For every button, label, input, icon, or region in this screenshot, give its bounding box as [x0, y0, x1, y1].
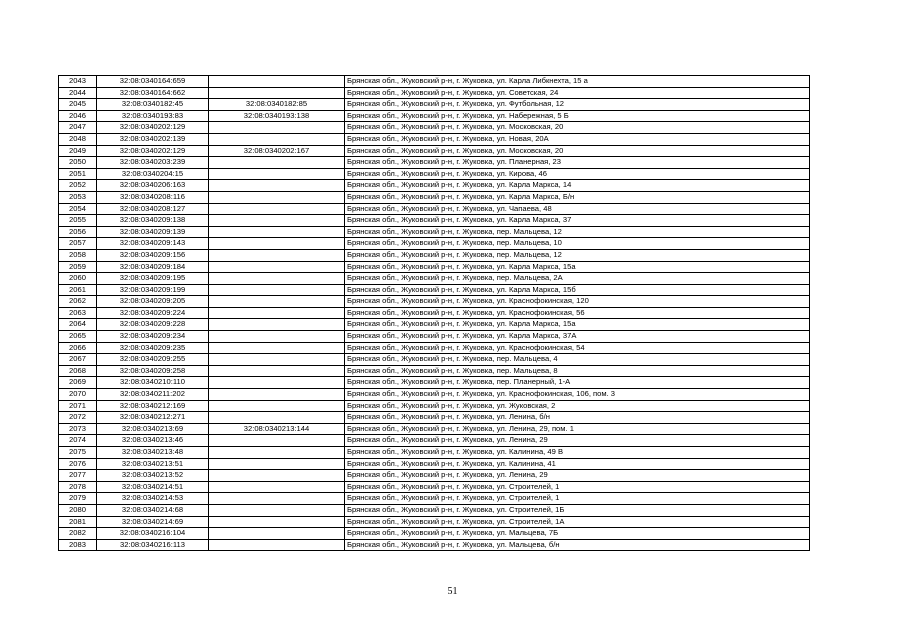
secondary-cadastral-number-cell	[209, 122, 345, 134]
address-cell: Брянская обл., Жуковский р-н, г. Жуковка, ул. Карла Маркса, Б/н	[345, 191, 810, 203]
row-number-cell: 2083	[59, 539, 97, 551]
cadastral-number-cell: 32:08:0340213:51	[97, 458, 209, 470]
address-cell: Брянская обл., Жуковский р-н, г. Жуковка, ул. Новая, 20А	[345, 133, 810, 145]
row-number-cell: 2059	[59, 261, 97, 273]
row-number-cell: 2063	[59, 307, 97, 319]
secondary-cadastral-number-cell	[209, 342, 345, 354]
row-number-cell: 2079	[59, 493, 97, 505]
address-cell: Брянская обл., Жуковский р-н, г. Жуковка, ул. Ленина, б/н	[345, 412, 810, 424]
row-number-cell: 2061	[59, 284, 97, 296]
row-number-cell: 2058	[59, 249, 97, 261]
secondary-cadastral-number-cell	[209, 76, 345, 88]
table-row	[59, 528, 810, 540]
row-number-cell: 2066	[59, 342, 97, 354]
secondary-cadastral-number-cell	[209, 377, 345, 389]
address-cell: Брянская обл., Жуковский р-н, г. Жуковка, ул. Советская, 24	[345, 87, 810, 99]
table-row	[59, 273, 810, 285]
table-row	[59, 389, 810, 401]
secondary-cadastral-number-cell: 32:08:0340213:144	[209, 423, 345, 435]
row-number-cell: 2048	[59, 133, 97, 145]
row-number-cell: 2062	[59, 296, 97, 308]
cadastral-number-cell: 32:08:0340216:104	[97, 528, 209, 540]
row-number-cell: 2076	[59, 458, 97, 470]
address-cell: Брянская обл., Жуковский р-н, г. Жуковка, ул. Ленина, 29	[345, 470, 810, 482]
row-number-cell: 2075	[59, 447, 97, 459]
table-row	[59, 215, 810, 227]
row-number-cell: 2082	[59, 528, 97, 540]
table-row	[59, 319, 810, 331]
cadastral-number-cell: 32:08:0340164:659	[97, 76, 209, 88]
address-cell: Брянская обл., Жуковский р-н, г. Жуковка, ул. Чапаева, 48	[345, 203, 810, 215]
row-number-cell: 2057	[59, 238, 97, 250]
table-row	[59, 365, 810, 377]
cadastral-number-cell: 32:08:0340209:184	[97, 261, 209, 273]
table-row	[59, 331, 810, 343]
table-row	[59, 168, 810, 180]
secondary-cadastral-number-cell	[209, 203, 345, 215]
address-cell: Брянская обл., Жуковский р-н, г. Жуковка, пер. Мальцева, 10	[345, 238, 810, 250]
secondary-cadastral-number-cell	[209, 238, 345, 250]
cadastral-number-cell: 32:08:0340209:205	[97, 296, 209, 308]
cadastral-number-cell: 32:08:0340182:45	[97, 99, 209, 111]
table-row	[59, 354, 810, 366]
cadastral-number-cell: 32:08:0340209:234	[97, 331, 209, 343]
table-row	[59, 400, 810, 412]
secondary-cadastral-number-cell	[209, 481, 345, 493]
row-number-cell: 2080	[59, 504, 97, 516]
row-number-cell: 2078	[59, 481, 97, 493]
secondary-cadastral-number-cell: 32:08:0340202:167	[209, 145, 345, 157]
address-cell: Брянская обл., Жуковский р-н, г. Жуковка, ул. Кирова, 46	[345, 168, 810, 180]
row-number-cell: 2050	[59, 157, 97, 169]
secondary-cadastral-number-cell	[209, 296, 345, 308]
address-cell: Брянская обл., Жуковский р-н, г. Жуковка, ул. Строителей, 1	[345, 493, 810, 505]
address-cell: Брянская обл., Жуковский р-н, г. Жуковка, ул. Краснофокинская, 120	[345, 296, 810, 308]
address-cell: Брянская обл., Жуковский р-н, г. Жуковка, ул. Футбольная, 12	[345, 99, 810, 111]
cadastral-number-cell: 32:08:0340214:53	[97, 493, 209, 505]
table-row	[59, 180, 810, 192]
secondary-cadastral-number-cell	[209, 458, 345, 470]
address-cell: Брянская обл., Жуковский р-н, г. Жуковка, ул. Карла Маркса, 15а	[345, 319, 810, 331]
table-row	[59, 122, 810, 134]
table-row	[59, 99, 810, 111]
cadastral-number-cell: 32:08:0340213:46	[97, 435, 209, 447]
cadastral-number-cell: 32:08:0340164:662	[97, 87, 209, 99]
address-cell: Брянская обл., Жуковский р-н, г. Жуковка, ул. Мальцева, б/н	[345, 539, 810, 551]
table-row	[59, 110, 810, 122]
row-number-cell: 2051	[59, 168, 97, 180]
secondary-cadastral-number-cell	[209, 307, 345, 319]
cadastral-number-cell: 32:08:0340204:15	[97, 168, 209, 180]
secondary-cadastral-number-cell	[209, 273, 345, 285]
secondary-cadastral-number-cell: 32:08:0340182:85	[209, 99, 345, 111]
address-cell: Брянская обл., Жуковский р-н, г. Жуковка, пер. Мальцева, 8	[345, 365, 810, 377]
table-row	[59, 470, 810, 482]
secondary-cadastral-number-cell	[209, 493, 345, 505]
cadastral-number-cell: 32:08:0340209:224	[97, 307, 209, 319]
table-row	[59, 412, 810, 424]
cadastral-number-cell: 32:08:0340202:139	[97, 133, 209, 145]
row-number-cell: 2064	[59, 319, 97, 331]
address-cell: Брянская обл., Жуковский р-н, г. Жуковка, ул. Строителей, 1Б	[345, 504, 810, 516]
cadastral-number-cell: 32:08:0340211:202	[97, 389, 209, 401]
row-number-cell: 2077	[59, 470, 97, 482]
cadastral-number-cell: 32:08:0340209:235	[97, 342, 209, 354]
secondary-cadastral-number-cell	[209, 470, 345, 482]
address-cell: Брянская обл., Жуковский р-н, г. Жуковка, ул. Краснофокинская, 54	[345, 342, 810, 354]
secondary-cadastral-number-cell	[209, 504, 345, 516]
table-row	[59, 296, 810, 308]
row-number-cell: 2060	[59, 273, 97, 285]
table-row	[59, 203, 810, 215]
secondary-cadastral-number-cell	[209, 215, 345, 227]
address-cell: Брянская обл., Жуковский р-н, г. Жуковка, ул. Мальцева, 7Б	[345, 528, 810, 540]
table-row	[59, 284, 810, 296]
row-number-cell: 2052	[59, 180, 97, 192]
address-cell: Брянская обл., Жуковский р-н, г. Жуковка, пер. Мальцева, 2А	[345, 273, 810, 285]
row-number-cell: 2053	[59, 191, 97, 203]
row-number-cell: 2049	[59, 145, 97, 157]
secondary-cadastral-number-cell	[209, 180, 345, 192]
property-registry-table	[58, 75, 810, 551]
secondary-cadastral-number-cell	[209, 516, 345, 528]
table-row	[59, 516, 810, 528]
table-row	[59, 377, 810, 389]
cadastral-number-cell: 32:08:0340213:69	[97, 423, 209, 435]
cadastral-number-cell: 32:08:0340212:169	[97, 400, 209, 412]
secondary-cadastral-number-cell	[209, 539, 345, 551]
cadastral-number-cell: 32:08:0340212:271	[97, 412, 209, 424]
cadastral-number-cell: 32:08:0340209:228	[97, 319, 209, 331]
table-body	[59, 76, 810, 551]
address-cell: Брянская обл., Жуковский р-н, г. Жуковка, ул. Московская, 20	[345, 145, 810, 157]
table-row	[59, 145, 810, 157]
cadastral-number-cell: 32:08:0340214:68	[97, 504, 209, 516]
row-number-cell: 2069	[59, 377, 97, 389]
cadastral-number-cell: 32:08:0340208:116	[97, 191, 209, 203]
row-number-cell: 2043	[59, 76, 97, 88]
secondary-cadastral-number-cell	[209, 226, 345, 238]
address-cell: Брянская обл., Жуковский р-н, г. Жуковка, ул. Ленина, 29, пом. 1	[345, 423, 810, 435]
address-cell: Брянская обл., Жуковский р-н, г. Жуковка, ул. Калинина, 41	[345, 458, 810, 470]
row-number-cell: 2056	[59, 226, 97, 238]
secondary-cadastral-number-cell	[209, 354, 345, 366]
secondary-cadastral-number-cell	[209, 87, 345, 99]
cadastral-number-cell: 32:08:0340209:138	[97, 215, 209, 227]
cadastral-number-cell: 32:08:0340214:69	[97, 516, 209, 528]
cadastral-number-cell: 32:08:0340208:127	[97, 203, 209, 215]
secondary-cadastral-number-cell	[209, 284, 345, 296]
row-number-cell: 2072	[59, 412, 97, 424]
cadastral-number-cell: 32:08:0340206:163	[97, 180, 209, 192]
table-row	[59, 423, 810, 435]
secondary-cadastral-number-cell	[209, 412, 345, 424]
table-row	[59, 226, 810, 238]
cadastral-number-cell: 32:08:0340202:129	[97, 145, 209, 157]
cadastral-number-cell: 32:08:0340209:258	[97, 365, 209, 377]
page-number: 51	[447, 586, 458, 597]
secondary-cadastral-number-cell	[209, 133, 345, 145]
address-cell: Брянская обл., Жуковский р-н, г. Жуковка, ул. Карла Маркса, 14	[345, 180, 810, 192]
cadastral-number-cell: 32:08:0340209:195	[97, 273, 209, 285]
row-number-cell: 2047	[59, 122, 97, 134]
address-cell: Брянская обл., Жуковский р-н, г. Жуковка, ул. Строителей, 1	[345, 481, 810, 493]
cadastral-number-cell: 32:08:0340203:239	[97, 157, 209, 169]
secondary-cadastral-number-cell	[209, 528, 345, 540]
address-cell: Брянская обл., Жуковский р-н, г. Жуковка, ул. Строителей, 1А	[345, 516, 810, 528]
address-cell: Брянская обл., Жуковский р-н, г. Жуковка, ул. Московская, 20	[345, 122, 810, 134]
cadastral-number-cell: 32:08:0340216:113	[97, 539, 209, 551]
table-row	[59, 447, 810, 459]
address-cell: Брянская обл., Жуковский р-н, г. Жуковка, ул. Набережная, 5 Б	[345, 110, 810, 122]
row-number-cell: 2055	[59, 215, 97, 227]
address-cell: Брянская обл., Жуковский р-н, г. Жуковка, пер. Мальцева, 12	[345, 249, 810, 261]
row-number-cell: 2067	[59, 354, 97, 366]
row-number-cell: 2068	[59, 365, 97, 377]
row-number-cell: 2081	[59, 516, 97, 528]
table-row	[59, 458, 810, 470]
address-cell: Брянская обл., Жуковский р-н, г. Жуковка, ул. Планерная, 23	[345, 157, 810, 169]
row-number-cell: 2044	[59, 87, 97, 99]
secondary-cadastral-number-cell	[209, 191, 345, 203]
cadastral-number-cell: 32:08:0340210:110	[97, 377, 209, 389]
table-row	[59, 191, 810, 203]
table-row	[59, 261, 810, 273]
address-cell: Брянская обл., Жуковский р-н, г. Жуковка, ул. Карла Маркса, 37А	[345, 331, 810, 343]
address-cell: Брянская обл., Жуковский р-н, г. Жуковка, пер. Планерный, 1-А	[345, 377, 810, 389]
row-number-cell: 2070	[59, 389, 97, 401]
cadastral-number-cell: 32:08:0340214:51	[97, 481, 209, 493]
table-row	[59, 249, 810, 261]
address-cell: Брянская обл., Жуковский р-н, г. Жуковка, пер. Мальцева, 12	[345, 226, 810, 238]
cadastral-number-cell: 32:08:0340213:48	[97, 447, 209, 459]
secondary-cadastral-number-cell	[209, 261, 345, 273]
secondary-cadastral-number-cell	[209, 447, 345, 459]
cadastral-number-cell: 32:08:0340209:139	[97, 226, 209, 238]
address-cell: Брянская обл., Жуковский р-н, г. Жуковка, ул. Краснофокинская, 106, пом. 3	[345, 389, 810, 401]
address-cell: Брянская обл., Жуковский р-н, г. Жуковка, ул. Ленина, 29	[345, 435, 810, 447]
address-cell: Брянская обл., Жуковский р-н, г. Жуковка, ул. Калинина, 49 В	[345, 447, 810, 459]
address-cell: Брянская обл., Жуковский р-н, г. Жуковка, ул. Карла Маркса, 15а	[345, 261, 810, 273]
secondary-cadastral-number-cell	[209, 435, 345, 447]
row-number-cell: 2065	[59, 331, 97, 343]
secondary-cadastral-number-cell	[209, 400, 345, 412]
cadastral-number-cell: 32:08:0340213:52	[97, 470, 209, 482]
row-number-cell: 2074	[59, 435, 97, 447]
table-row	[59, 76, 810, 88]
address-cell: Брянская обл., Жуковский р-н, г. Жуковка, ул. Карла Маркса, 15б	[345, 284, 810, 296]
row-number-cell: 2073	[59, 423, 97, 435]
table-row	[59, 133, 810, 145]
table-row	[59, 493, 810, 505]
secondary-cadastral-number-cell	[209, 365, 345, 377]
cadastral-number-cell: 32:08:0340202:129	[97, 122, 209, 134]
row-number-cell: 2046	[59, 110, 97, 122]
secondary-cadastral-number-cell	[209, 331, 345, 343]
table-row	[59, 238, 810, 250]
address-cell: Брянская обл., Жуковский р-н, г. Жуковка, пер. Мальцева, 4	[345, 354, 810, 366]
address-cell: Брянская обл., Жуковский р-н, г. Жуковка, ул. Краснофокинская, 56	[345, 307, 810, 319]
table-row	[59, 504, 810, 516]
secondary-cadastral-number-cell: 32:08:0340193:138	[209, 110, 345, 122]
address-cell: Брянская обл., Жуковский р-н, г. Жуковка, ул. Жуковская, 2	[345, 400, 810, 412]
table-row	[59, 481, 810, 493]
table-row	[59, 435, 810, 447]
row-number-cell: 2071	[59, 400, 97, 412]
table-row	[59, 307, 810, 319]
table-row	[59, 539, 810, 551]
row-number-cell: 2045	[59, 99, 97, 111]
cadastral-number-cell: 32:08:0340209:255	[97, 354, 209, 366]
secondary-cadastral-number-cell	[209, 389, 345, 401]
address-cell: Брянская обл., Жуковский р-н, г. Жуковка, ул. Карла Либкнехта, 15 а	[345, 76, 810, 88]
cadastral-number-cell: 32:08:0340209:199	[97, 284, 209, 296]
cadastral-number-cell: 32:08:0340193:83	[97, 110, 209, 122]
address-cell: Брянская обл., Жуковский р-н, г. Жуковка, ул. Карла Маркса, 37	[345, 215, 810, 227]
secondary-cadastral-number-cell	[209, 157, 345, 169]
cadastral-number-cell: 32:08:0340209:143	[97, 238, 209, 250]
secondary-cadastral-number-cell	[209, 319, 345, 331]
table-row	[59, 157, 810, 169]
cadastral-number-cell: 32:08:0340209:156	[97, 249, 209, 261]
table-row	[59, 342, 810, 354]
secondary-cadastral-number-cell	[209, 249, 345, 261]
row-number-cell: 2054	[59, 203, 97, 215]
table-row	[59, 87, 810, 99]
secondary-cadastral-number-cell	[209, 168, 345, 180]
